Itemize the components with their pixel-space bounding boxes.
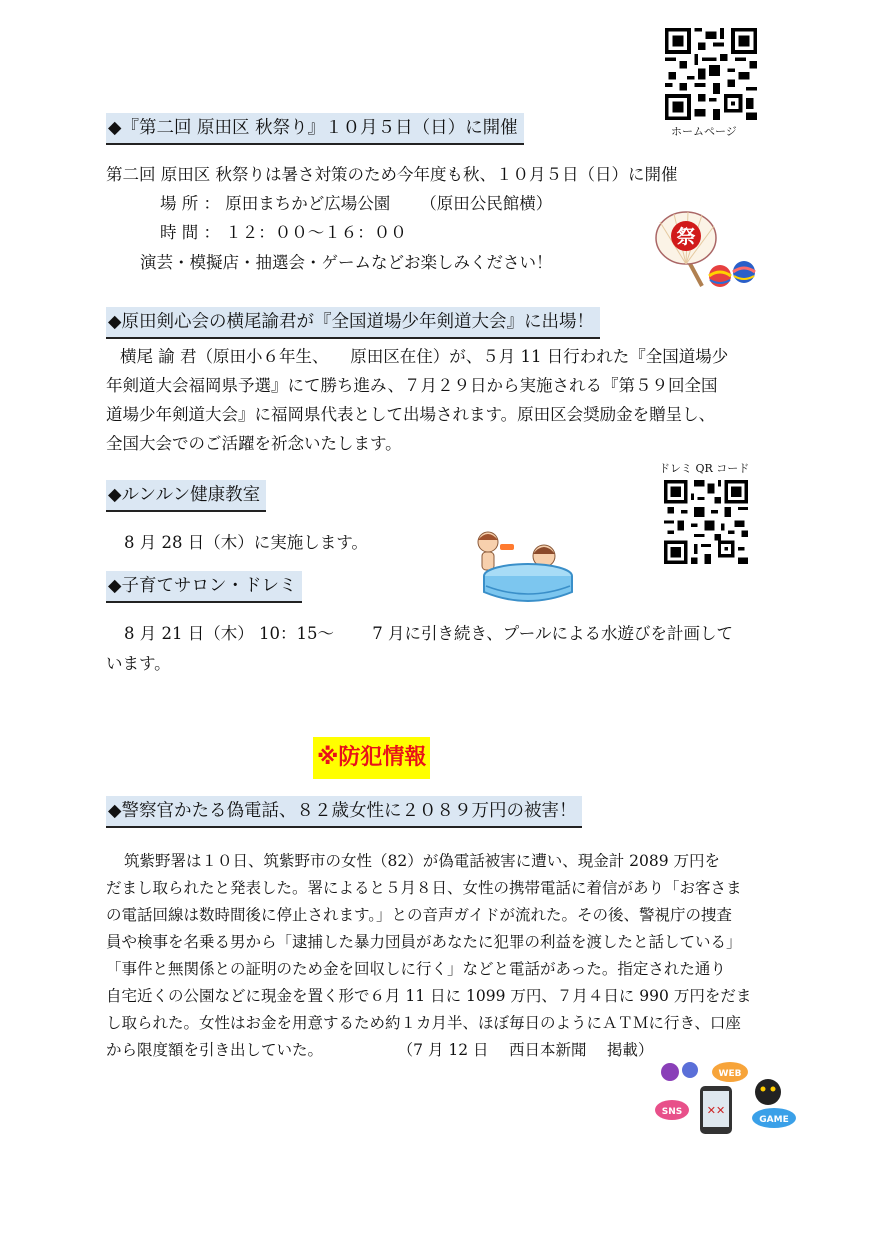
health-heading: ◆ルンルン健康教室 (106, 480, 266, 512)
kendo-line-4: 全国大会でのご活躍を祈念いたします。 (106, 434, 402, 453)
homepage-qr-code[interactable] (665, 28, 757, 120)
yoyo-balloon-icon (709, 265, 731, 287)
fan-character: 祭 (676, 226, 696, 248)
phone-scam-illustration (652, 1058, 802, 1136)
crime-line-4: 員や検事を名乗る男から「逮捕した暴力団員があなたに犯罪の利益を渡したと話している」 (106, 933, 742, 951)
crime-line-2: だまし取られたと発表した。署によると５月８日、女性の携帯電話に着信があり「お客さま (106, 879, 742, 897)
virus-icon (661, 1062, 698, 1081)
salon-line-1: 8 月 21 日（木） 10：15～ 7 月に引き続き、プールによる水遊びを計画して (124, 624, 733, 643)
svg-text:✕✕: ✕✕ (706, 1104, 726, 1117)
kids-pool-illustration (464, 530, 578, 606)
festival-place: 場 所 ： 原田まちかど広場公園 （原田公民館横） (160, 194, 553, 213)
crime-prevention-label: ※防犯情報 (313, 737, 430, 779)
salon-line-2: います。 (106, 654, 171, 673)
scammer-face-icon (755, 1079, 781, 1105)
health-text: 8 月 28 日（木）に実施します。 (124, 533, 368, 552)
kendo-line-2: 年剣道大会福岡県予選』にて勝ち進み、７月２９日から実施される『第５９回全国 (106, 376, 718, 395)
doremi-qr-code[interactable] (664, 480, 748, 564)
doremi-qr-caption: ドレミ QR コード (659, 462, 750, 475)
web-bubble-icon (712, 1062, 748, 1082)
crime-heading: ◆警察官かたる偽電話、８２歳女性に２０８９万円の被害！ (106, 796, 582, 828)
svg-text:SNS: SNS (661, 1107, 683, 1117)
game-bubble-icon (752, 1108, 796, 1128)
festival-activities: 演芸・模擬店・抽選会・ゲームなどお楽しみください！ (140, 253, 553, 272)
kendo-line-3: 道場少年剣道大会』に福岡県代表として出場されます。原田区会奨励金を贈呈し、 (106, 405, 716, 424)
svg-text:WEB: WEB (718, 1069, 742, 1079)
festival-heading: ◆『第二回 原田区 秋祭り』１０月５日（日）に開催 (106, 113, 524, 145)
yoyo-balloon-icon (733, 261, 755, 283)
festival-intro: 第二回 原田区 秋祭りは暑さ対策のため今年度も秋、１０月５日（日）に開催 (106, 165, 678, 184)
crime-line-7: し取られた。女性はお金を用意するため約１カ月半、ほぼ毎日のようにＡＴＭに行き、口座 (106, 1014, 741, 1032)
smartphone-icon (700, 1086, 732, 1134)
salon-heading: ◆子育てサロン・ドレミ (106, 571, 302, 603)
crime-line-3: の電話回線は数時間後に停止されます。」との音声ガイドが流れた。その後、警視庁の捜査 (106, 906, 733, 924)
kendo-heading: ◆原田剣心会の横尾諭君が『全国道場少年剣道大会』に出場！ (106, 307, 600, 339)
festival-fan-illustration (648, 208, 760, 290)
kendo-line-1: 横尾 諭 君（原田小６年生、 原田区在住）が、５月 11 日行われた『全国道場少 (120, 347, 729, 366)
sns-bubble-icon (655, 1100, 689, 1120)
crime-line-5: 「事件と無関係との証明のため金を回収しに行く」などと電話があった。指定された通り (106, 960, 726, 978)
crime-line-6: 自宅近くの公園などに現金を置く形で６月 11 日に 1099 万円、７月４日に 990 万円をだま (106, 987, 752, 1005)
svg-text:GAME: GAME (759, 1115, 789, 1125)
festival-time: 時 間 ： １２：００～１６：００ (160, 223, 407, 242)
crime-line-8: から限度額を引き出していた。 （7 月 12 日 西日本新聞 掲載） (106, 1041, 654, 1059)
crime-line-1: 筑紫野署は１０日、筑紫野市の女性（82）が偽電話被害に遭い、現金計 2089 万円を (124, 852, 721, 870)
homepage-qr-caption: ホームページ (671, 125, 737, 138)
